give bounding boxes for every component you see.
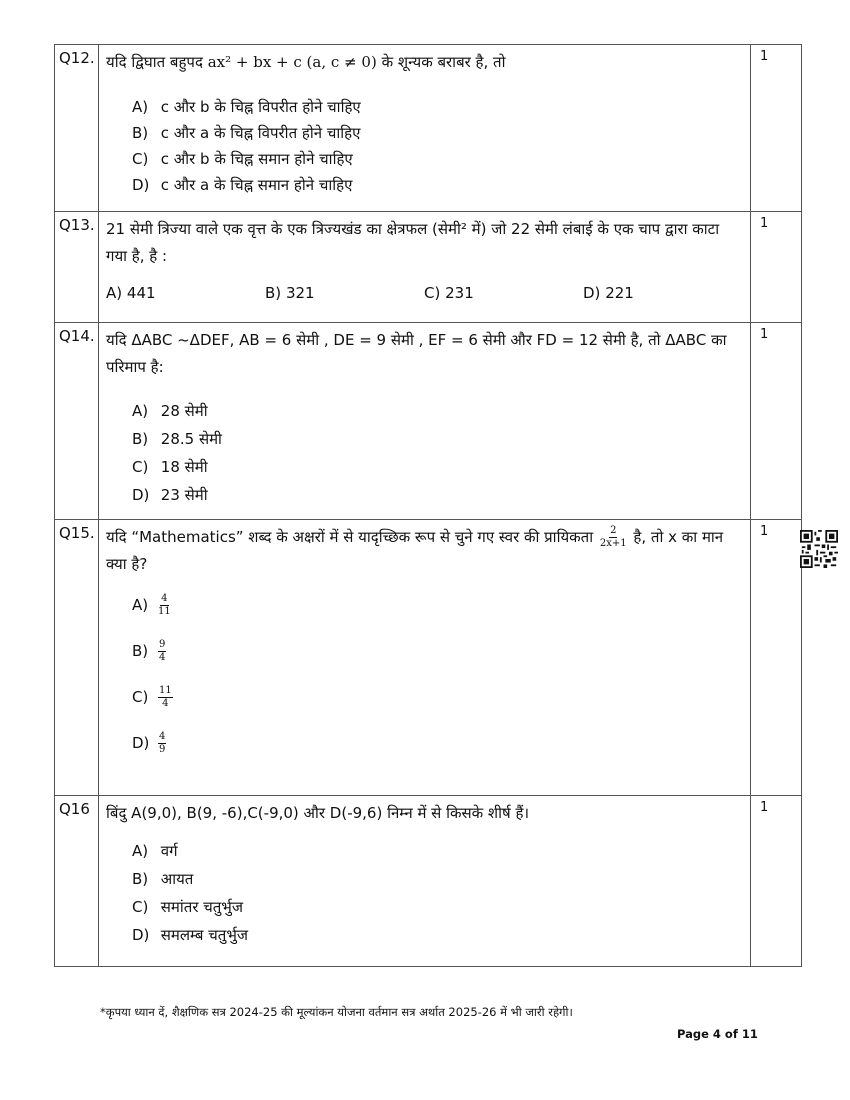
question-row-q13 (55, 212, 802, 323)
question-row-q14 (55, 323, 802, 520)
qr-code-icon (800, 530, 838, 568)
option-d: D) $\frac{4}{9}$ (132, 731, 166, 755)
option-a: A) 441 (106, 284, 156, 302)
option-c: C) 231 (424, 284, 474, 302)
question-stem (106, 524, 742, 578)
option-d: D) c और a के चिह्न समान होने चाहिए (132, 176, 353, 194)
options-list (106, 280, 742, 306)
stem-text: यदि द्विघात बहुपद (106, 53, 203, 71)
option-b: B) आयत (132, 870, 194, 888)
option-a: A) $\frac{4}{11}$ (132, 593, 171, 617)
question-body (99, 212, 751, 323)
stem-text-suffix: है, तो x का मान क्या है? (106, 528, 724, 573)
question-number: Q15. (55, 520, 99, 796)
marks: 1 (751, 520, 802, 796)
question-number: Q14. (55, 323, 99, 520)
stem-text: यदि “Mathematics” शब्द के अक्षरों में से यादृच्छिक रूप से चुने गए स्वर की प्रायिकता (106, 528, 594, 546)
question-table (54, 44, 802, 967)
option-d: D) 23 सेमी (132, 486, 208, 504)
option-d: D) समलम्ब चतुर्भुज (132, 926, 249, 944)
option-c: C) c और b के चिह्न समान होने चाहिए (132, 150, 353, 168)
option-b: B) 28.5 सेमी (132, 430, 222, 448)
option-c: C) $\frac{11}{4}$ (132, 685, 172, 709)
question-body (99, 796, 751, 967)
question-row-q16 (55, 796, 802, 967)
marks: 1 (751, 323, 802, 520)
marks: 1 (751, 212, 802, 323)
question-stem: 21 सेमी त्रिज्या वाले एक वृत्त के एक त्रिज्यखंड का क्षेत्रफल (सेमी² में) जो 22 सेमी लंबाई के एक चाप द्वारा काटा गया है, है : (106, 220, 720, 265)
option-b: B) c और a के चिह्न विपरीत होने चाहिए (132, 124, 361, 142)
option-c: C) समांतर चतुर्भुज (132, 898, 243, 916)
footnote: *कृपया ध्यान दें, शैक्षणिक सत्र 2024-25 की मूल्यांकन योजना वर्तमान सत्र अर्थात 2025-26 में भी जारी रहेगी। (100, 1005, 573, 1019)
options-list (106, 582, 742, 766)
question-number: Q16 (55, 796, 99, 967)
question-stem (106, 49, 742, 76)
option-b: B) $\frac{9}{4}$ (132, 639, 166, 663)
options-list (106, 397, 742, 509)
question-body (99, 45, 751, 212)
question-row-q12 (55, 45, 802, 212)
question-stem: यदि ΔABC ~ΔDEF, AB = 6 सेमी , DE = 9 सेमी , EF = 6 सेमी और FD = 12 सेमी है, तो ΔABC का परिमाप है: (106, 331, 727, 376)
options-list (106, 94, 742, 198)
marks: 1 (751, 796, 802, 967)
option-b: B) 321 (265, 284, 315, 302)
question-row-q15 (55, 520, 802, 796)
question-stem: बिंदु A(9,0), B(9, -6),C(-9,0) और D(-9,6) निम्न में से किसके शीर्ष हैं। (106, 804, 530, 822)
options-list (106, 837, 742, 949)
stem-text-suffix: के शून्यक बराबर है, तो (381, 53, 506, 71)
page-number: Page 4 of 11 (677, 1027, 758, 1041)
option-a: A) वर्ग (132, 842, 178, 860)
stem-math: ax² + bx + c (a, c ≠ 0) (207, 53, 377, 71)
option-d: D) 221 (583, 284, 634, 302)
question-number: Q12. (55, 45, 99, 212)
question-number: Q13. (55, 212, 99, 323)
option-c: C) 18 सेमी (132, 458, 208, 476)
question-body (99, 323, 751, 520)
probability-fraction: $\frac{2}{2x+1}$ (599, 525, 627, 549)
question-body (99, 520, 751, 796)
option-a: A) c और b के चिह्न विपरीत होने चाहिए (132, 98, 361, 116)
option-a: A) 28 सेमी (132, 402, 208, 420)
marks: 1 (751, 45, 802, 212)
